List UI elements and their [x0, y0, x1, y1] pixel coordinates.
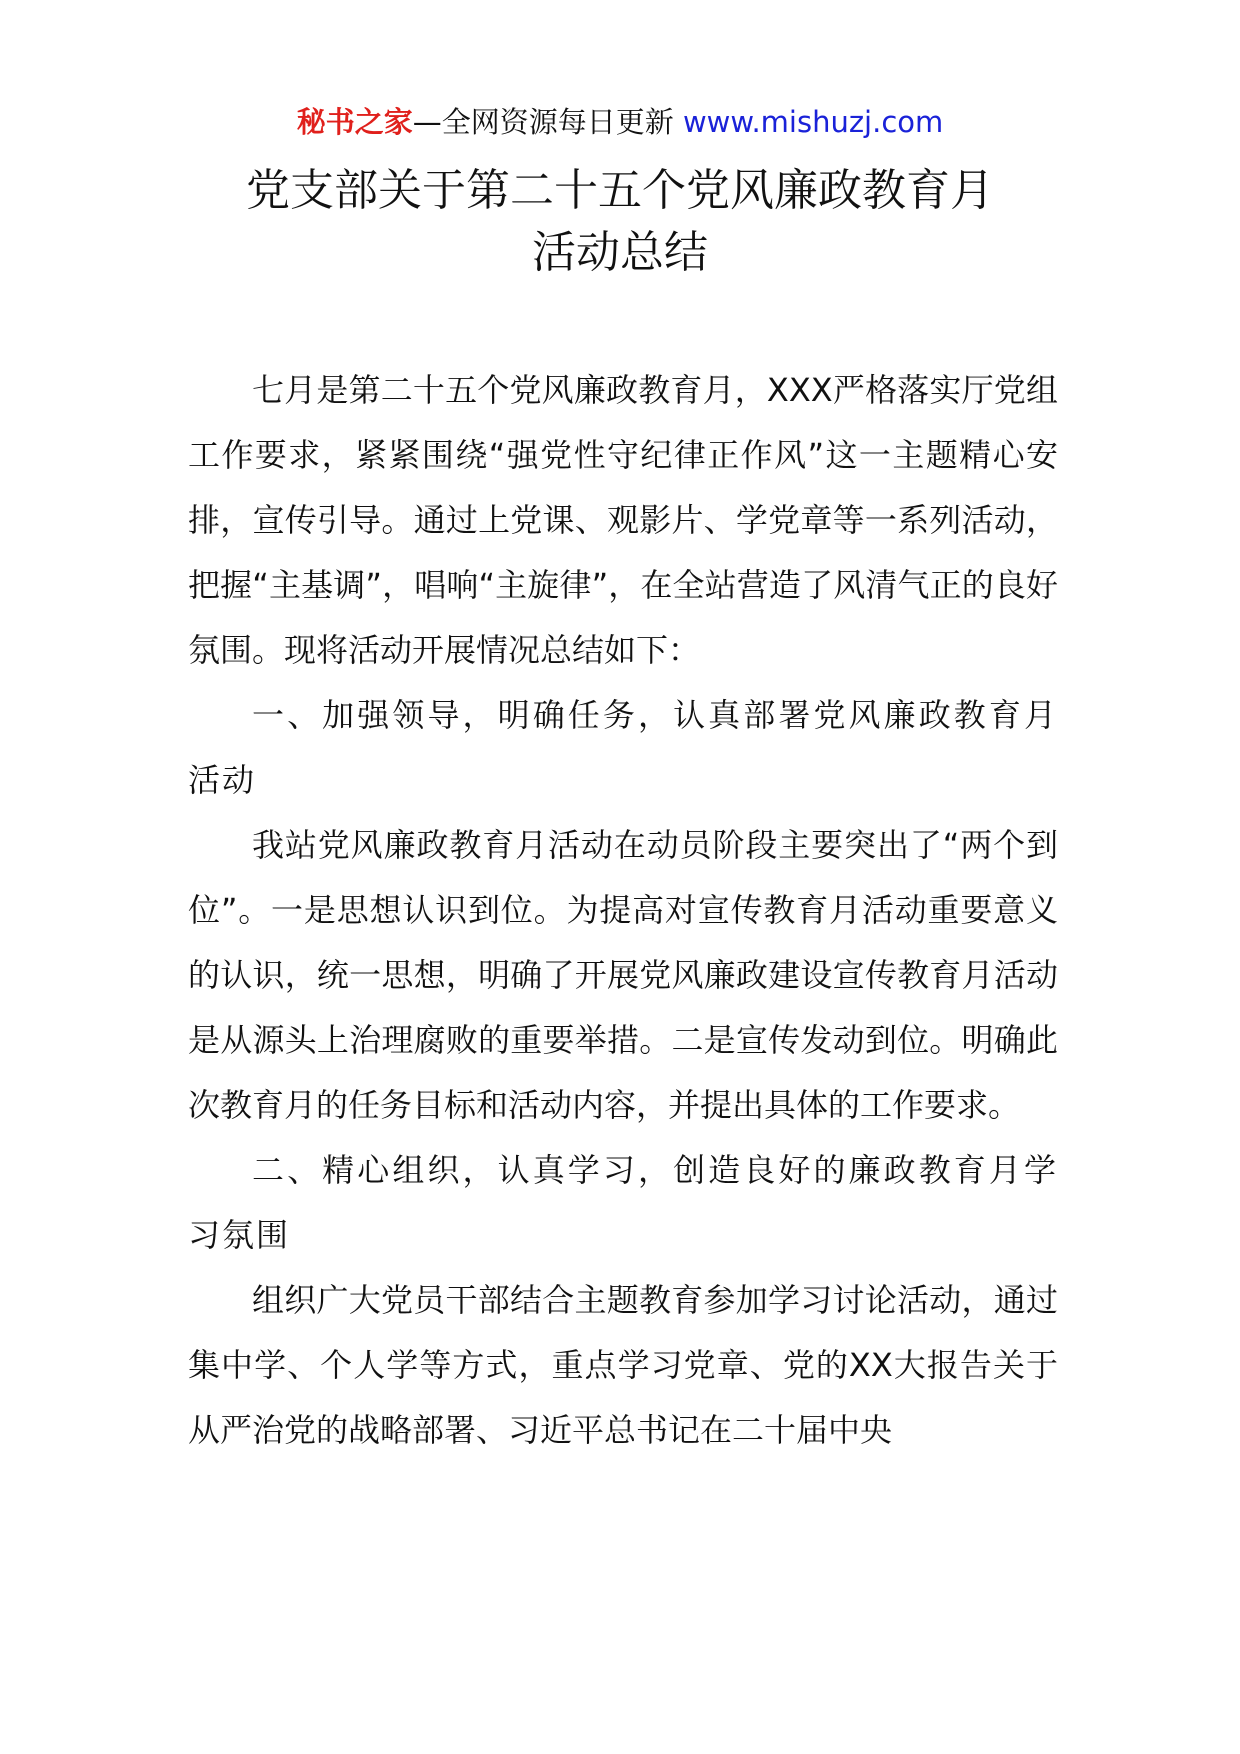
document-body — [188, 358, 1058, 1463]
site-header — [0, 100, 1240, 144]
title-line-2: 活动总结 — [532, 227, 708, 278]
section-1-heading: 一、加强领导，明确任务，认真部署党风廉政教育月活动 — [188, 696, 1058, 799]
title-line-1: 党支部关于第二十五个党风廉政教育月 — [246, 165, 994, 216]
site-url-link[interactable]: www.mishuzj.com — [682, 105, 944, 139]
section-2-paragraph: 组织广大党员干部结合主题教育参加学习讨论活动，通过集中学、个人学等方式，重点学习党章、党的XX大报告关于从严治党的战略部署、习近平总书记在二十届中央 — [188, 1281, 1058, 1449]
document-title — [150, 160, 1090, 284]
header-slogan: —全网资源每日更新 — [412, 105, 683, 139]
section-1-paragraph: 我站党风廉政教育月活动在动员阶段主要突出了“两个到位”。一是思想认识到位。为提高对宣传教育月活动重要意义的认识，统一思想，明确了开展党风廉政建设宣传教育月活动是从源头上治理腐败的重要举措。二是宣传发动到位。明确此次教育月的任务目标和活动内容，并提出具体的工作要求。 — [188, 826, 1058, 1124]
brand-name: 秘书之家 — [296, 105, 413, 139]
section-2-heading: 二、精心组织，认真学习，创造良好的廉政教育月学习氛围 — [188, 1151, 1058, 1254]
intro-paragraph: 七月是第二十五个党风廉政教育月，XXX严格落实厅党组工作要求，紧紧围绕“强党性守纪律正作风”这一主题精心安排，宣传引导。通过上党课、观影片、学党章等一系列活动，把握“主基调”，唱响“主旋律”，在全站营造了风清气正的良好氛围。现将活动开展情况总结如下： — [188, 371, 1058, 669]
